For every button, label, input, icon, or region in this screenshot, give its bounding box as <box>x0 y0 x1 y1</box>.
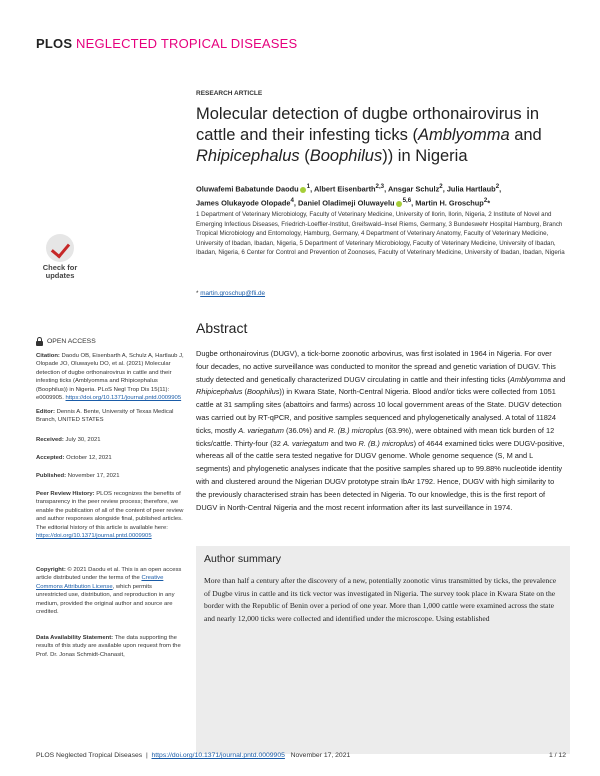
open-lock-icon <box>36 337 43 346</box>
published-date: Published: November 17, 2021 <box>36 473 120 479</box>
citation: Citation: Daodu OB, Eisenbarth A, Schulz A, Hartlaub J, Olopade JO, Oluwayelu DO, et al. (2021) Molecular detection of dugbe orthonairovirus in cattle and their infesting ticks (Amblyomma and Rhipicephalus (Boophilus)) in Nigeria. PLoS Negl Trop Dis 15(11): e0009905. https://doi.org/10.1371/journal.pntd.0009905 <box>36 353 184 402</box>
open-access-badge: OPEN ACCESS <box>36 337 96 346</box>
page-number: 1 / 12 <box>548 752 566 759</box>
footer-doi-link[interactable]: https://doi.org/10.1371/journal.pntd.0009905 <box>151 752 285 759</box>
author-summary-heading: Author summary <box>204 553 282 565</box>
data-availability: Data Availability Statement: The data supporting the results of this study are available upon request from the Prof. Dr. Jonas Schmidt-Chanasit, <box>36 635 181 658</box>
journal-name: NEGLECTED TROPICAL DISEASES <box>76 36 298 51</box>
author-list: Oluwafemi Babatunde Daodu $^1$, Albert Eisenbarth$^{2,3}$, Ansgar Schulz$^2$, Julia Hartlaub$^2$, James Olukayode Olopade$^4$, Daniel Oladimeji Oluwayelu $^{5,6}$, Martin H. Groschup$^2$* <box>196 183 502 208</box>
article-title: Molecular detection of dugbe orthonairovirus in cattle and their infesting ticks (Amblyomma and Rhipicephalus (Boophilus)) in Nigeria <box>196 105 542 165</box>
orcid-icon[interactable] <box>396 201 402 207</box>
affiliations: 1 Department of Veterinary Microbiology, Faculty of Veterinary Medicine, University of Ilorin, Ilorin, Nigeria, 2 Institute of Novel and Emerging Infectious Diseases, Friedrich-Loeffler-Institut, Greifswald–Insel Riems, Germany, 3 Bundeswehr Hospital Hamburg, Branch Tropical Microbiology and Entomology, Hamburg, Germany, 4 Department of Veterinary Anatomy, Faculty of Veterinary Medicine, University of Ibadan, Ibadan, Nigeria, 5 Department of Veterinary Microbiology, Faculty of Veterinary Medicine, University of Ibadan, Ibadan, Nigeria, 6 Center for Control and Prevention of Zoonoses, Faculty of Veterinary Medicine, University of Ibadan, Ibadan, Nigeria <box>196 211 565 257</box>
license-link[interactable]: Creative Commons Attribution License <box>36 575 164 590</box>
copyright: Copyright: © 2021 Daodu et al. This is an open access article distributed under the terms of the Creative Commons Attribution License, which permits unrestricted use, distribution, and reproduction in any medium, provided the original author and source are credited. <box>36 567 182 616</box>
abstract-heading: Abstract <box>196 320 248 336</box>
citation-doi-link[interactable]: https://doi.org/10.1371/journal.pntd.0009905 <box>65 395 182 402</box>
check-for-updates-button[interactable]: Check for updates <box>36 234 84 290</box>
peer-review-history: Peer Review History: PLOS recognizes the benefits of transparency in the peer review process; therefore, we enable the publication of all of the content of peer review and author responses alongside final, published articles. The editorial history of this article is available here: https://doi.org/10.1371/journal.pntd.0009905 <box>36 491 184 540</box>
check-updates-icon <box>46 234 74 262</box>
footer-date: November 17, 2021 <box>290 752 351 759</box>
accepted-date: Accepted: October 12, 2021 <box>36 455 112 461</box>
journal-header <box>36 36 297 51</box>
article-type: RESEARCH ARTICLE <box>196 90 263 97</box>
editor: Editor: Dennis A. Bente, University of Texas Medical Branch, UNITED STATES <box>36 409 174 424</box>
peer-review-link[interactable]: https://doi.org/10.1371/journal.pntd.0009905 <box>36 533 152 540</box>
corresponding-author: * martin.groschup@fli.de <box>196 290 266 297</box>
abstract-text: Dugbe orthonairovirus (DUGV), a tick-borne zoonotic arbovirus, was first isolated in 1964 in Nigeria. For over four decades, no active surveillance was conducted to monitor the spread and genetic variation of DUGV. This study detected and genetically characterized DUGV circulating in cattle and their infesting ticks (Amblyomma and Rhipicephalus (Boophilus)) in Kwara State, North-Central Nigeria. Blood and/or ticks were collected from 1051 cattle at 31 sampling sites (abattoirs and farms) across 10 local government areas of the State. DUGV detection was carried out by RT-qPCR, and positive samples sequenced and phylogenetically analysed. A total of 11824 ticks, mostly A. variegatum (36.0%) and R. (B.) microplus (63.9%), were obtained with mean tick burden of 12 ticks/cattle. Thirty-four (32 A. variegatum and two R. (B.) microplus) of 4644 examined ticks were DUGV-positive, whereas all of the cattle sera tested negative for DUGV genome. Whole genome sequence (S, M and L segments) and phylogenetic analyses indicate that the positive samples shared up to 99.88% nucleotide identity with and clustered around the Nigerian DUGV prototype strain IbAr 1792. Hence, DUGV with high similarity to the previously characterised strain has been detected in Nigeria. To our knowledge, this is the first report of DUGV in North-Central Nigeria and the most recent information after its last surveillance in 1974. <box>196 349 566 512</box>
orcid-icon[interactable] <box>300 187 306 193</box>
author-summary-text: More than half a century after the discovery of a new, potentially zoonotic virus transmitted by ticks, the prevalence of Dugbe virus in cattle and its tick vector was investigated in Nigeria. The survey took place in Kwara State on the border with the Republic of Benin over a period of one year. More than 1,000 cattle were examined across the state and nearly 12,000 ticks were collected and identified under the microscope. Using established <box>204 576 557 623</box>
received-date: Received: July 30, 2021 <box>36 437 101 443</box>
corresponding-email-link[interactable]: martin.groschup@fli.de <box>200 290 266 297</box>
footer-journal: PLOS Neglected Tropical Diseases <box>36 752 143 759</box>
journal-plos-logo: PLOS <box>36 36 73 51</box>
